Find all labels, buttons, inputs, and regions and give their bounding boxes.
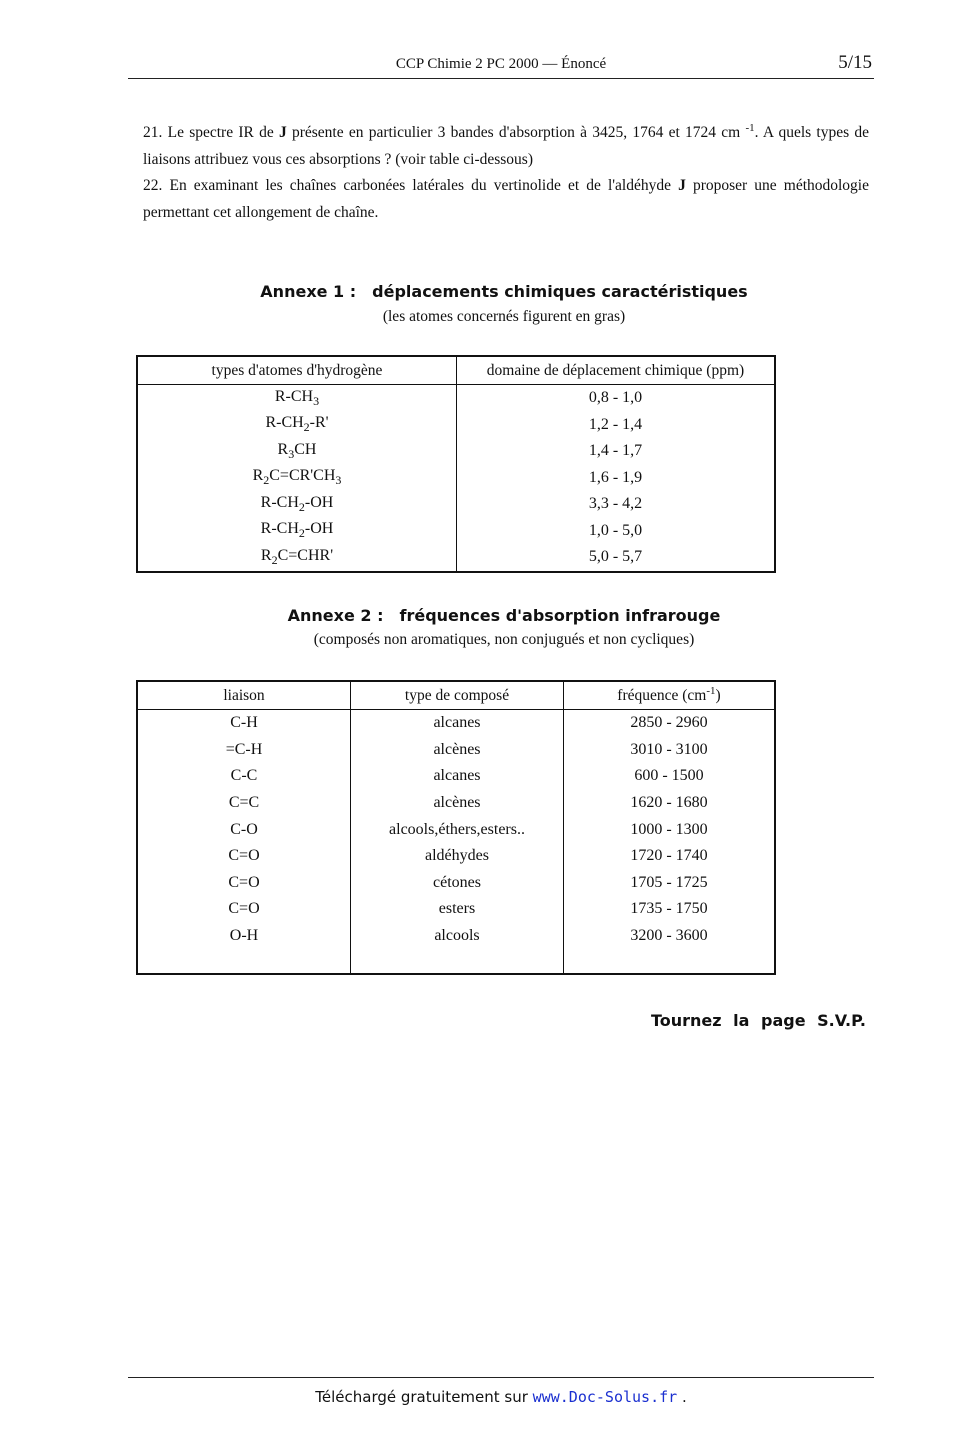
empty-cell: [351, 949, 564, 974]
shift-range-cell: 3,3 - 4,2: [457, 491, 776, 518]
frequency-cell: 1000 - 1300: [564, 816, 776, 843]
bond-cell: C-C: [137, 763, 351, 790]
formula-subscript: 2: [303, 420, 310, 435]
annex1-table: [136, 355, 776, 573]
q21-text-c: . A quels types de liaisons attribuez vous ces absorptions ? (voir table ci-dessous): [143, 124, 869, 168]
hydrogen-type-cell: $R-CH_2-R'$: [137, 412, 457, 439]
bond-cell: =C-H: [137, 737, 351, 764]
header-title: CCP Chimie 2 PC 2000 — Énoncé: [395, 56, 607, 72]
annex1-heading: déplacements chimiques caractéristiques: [372, 282, 748, 301]
compound-type-cell: alcanes: [351, 710, 564, 737]
bond-cell: C-H: [137, 710, 351, 737]
column-header: liaison: [137, 681, 351, 710]
table-row: [137, 843, 775, 870]
empty-cell: [564, 949, 776, 974]
hydrogen-type-cell: $R-CH_2-OH$: [137, 491, 457, 518]
column-header: domaine de déplacement chimique (ppm): [457, 356, 776, 385]
formula-subscript: 3: [335, 473, 342, 488]
frequency-cell: 1620 - 1680: [564, 790, 776, 817]
annex2-label: Annexe 2 :: [287, 606, 384, 625]
footer-suffix: .: [677, 1388, 687, 1406]
formula-subscript: 3: [288, 446, 295, 461]
hydrogen-type-cell: $R_2C=CR'CH_3$: [137, 465, 457, 492]
frequency-cell: 1705 - 1725: [564, 870, 776, 897]
question-22: [143, 172, 869, 226]
formula-subscript: 2: [298, 499, 305, 514]
bond-cell: C=O: [137, 843, 351, 870]
table-row: [137, 710, 775, 737]
hydrogen-type-cell: $R-CH_3$: [137, 385, 457, 412]
q21-exponent: -1: [745, 122, 755, 134]
column-header: type de composé: [351, 681, 564, 710]
q22-text-a: 22. En examinant les chaînes carbonées latérales du vertinolide et de l'aldéhyde: [143, 177, 679, 194]
frequency-cell: 1735 - 1750: [564, 896, 776, 923]
footer-link[interactable]: www.Doc-Solus.fr: [532, 1388, 678, 1406]
formula-subscript: 2: [271, 552, 278, 567]
formula-subscript: 2: [298, 526, 305, 541]
frequency-cell: 1720 - 1740: [564, 843, 776, 870]
freq-header-text: fréquence (cm: [617, 686, 707, 704]
table-row: [137, 763, 775, 790]
freq-header-close: ): [715, 686, 721, 704]
table-row: [137, 816, 775, 843]
shift-range-cell: 0,8 - 1,0: [457, 385, 776, 412]
compound-type-cell: alcènes: [351, 790, 564, 817]
q22-bold-compound: J: [678, 177, 686, 194]
freq-header-exponent: -1: [706, 684, 716, 697]
hydrogen-type-cell: $R_3CH$: [137, 438, 457, 465]
table-row: [137, 518, 775, 545]
shift-range-cell: 1,6 - 1,9: [457, 465, 776, 492]
bond-cell: O-H: [137, 923, 351, 950]
table-row: [137, 544, 775, 572]
frequency-cell: 2850 - 2960: [564, 710, 776, 737]
hydrogen-type-cell: $R-CH_2-OH$: [137, 518, 457, 545]
bond-cell: C=O: [137, 870, 351, 897]
bond-cell: C=C: [137, 790, 351, 817]
turn-page-note: Tournez la page S.V.P.: [650, 1011, 866, 1030]
empty-cell: [137, 949, 351, 974]
table-row: [137, 438, 775, 465]
table-row: [137, 923, 775, 950]
shift-range-cell: 5,0 - 5,7: [457, 544, 776, 572]
page-number: 5/15: [838, 52, 872, 73]
table-row: [137, 465, 775, 492]
column-header: [564, 681, 776, 710]
compound-type-cell: alcanes: [351, 763, 564, 790]
compound-type-cell: alcools,éthers,esters..: [351, 816, 564, 843]
table-header-row: [137, 356, 775, 385]
formula-subscript: 3: [313, 393, 320, 408]
compound-type-cell: alcènes: [351, 737, 564, 764]
q21-text-a: 21. Le spectre IR de: [143, 124, 279, 141]
frequency-cell: 600 - 1500: [564, 763, 776, 790]
annex2-heading: fréquences d'absorption infrarouge: [399, 606, 721, 625]
frequency-cell: 3010 - 3100: [564, 737, 776, 764]
table-row: [137, 385, 775, 412]
annex1-title: [0, 282, 980, 301]
shift-range-cell: 1,0 - 5,0: [457, 518, 776, 545]
question-21: [143, 119, 869, 173]
table-row: [137, 737, 775, 764]
compound-type-cell: cétones: [351, 870, 564, 897]
table-row: [137, 790, 775, 817]
q21-bold-compound: J: [278, 124, 287, 141]
q21-text-b: présente en particulier 3 bandes d'absorption à 3425, 1764 et 1724 cm: [286, 124, 746, 141]
compound-type-cell: alcools: [351, 923, 564, 950]
hydrogen-type-cell: $R_2C=CHR'$: [137, 544, 457, 572]
footer-divider: [128, 1377, 874, 1378]
shift-range-cell: 1,4 - 1,7: [457, 438, 776, 465]
shift-range-cell: 1,2 - 1,4: [457, 412, 776, 439]
page-header: [128, 52, 874, 79]
q22-text-b: proposer une méthodologie permettant cet allongement de chaîne.: [143, 177, 869, 221]
table-row: [137, 870, 775, 897]
table-row: [137, 412, 775, 439]
bond-cell: C-O: [137, 816, 351, 843]
table-row: [137, 491, 775, 518]
footer-prefix: Téléchargé gratuitement sur: [315, 1388, 533, 1406]
table-filler-row: [137, 949, 775, 974]
table-row: [137, 896, 775, 923]
annex2-title: [0, 606, 980, 625]
annex1-subtitle: (les atomes concernés figurent en gras): [382, 308, 626, 325]
compound-type-cell: esters: [351, 896, 564, 923]
column-header: types d'atomes d'hydrogène: [137, 356, 457, 385]
annex2-subtitle: (composés non aromatiques, non conjugués et non cycliques): [313, 631, 695, 648]
annex1-label: Annexe 1 :: [260, 282, 357, 301]
table-header-row: [137, 681, 775, 710]
annex2-table: [136, 680, 776, 975]
page-footer: [0, 1388, 980, 1406]
frequency-cell: 3200 - 3600: [564, 923, 776, 950]
formula-subscript: 2: [263, 473, 270, 488]
compound-type-cell: aldéhydes: [351, 843, 564, 870]
bond-cell: C=O: [137, 896, 351, 923]
